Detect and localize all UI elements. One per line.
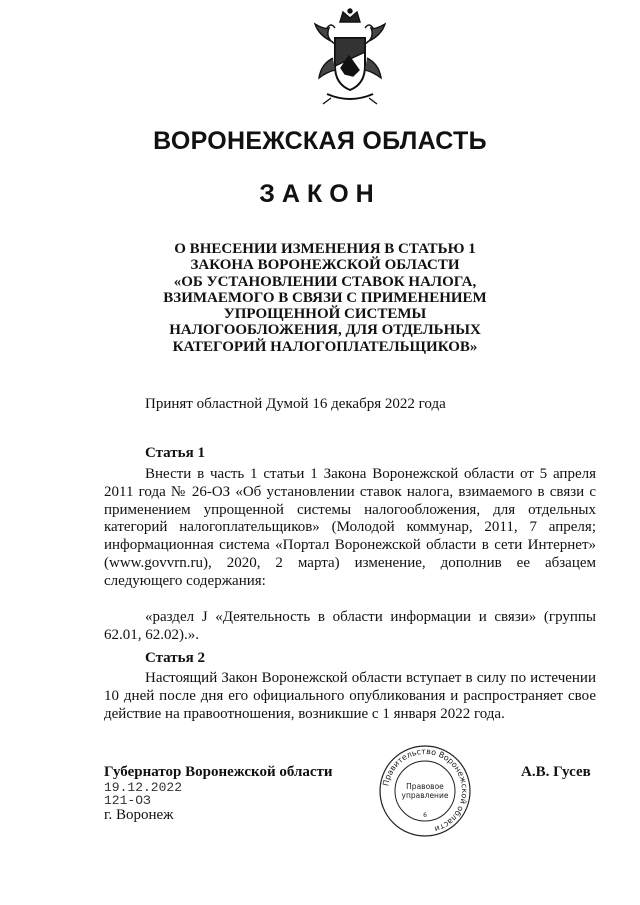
signatory-position: Губернатор Воронежской области: [104, 764, 333, 780]
article-1-quote: «раздел J «Деятельность в области информации и связи» (группы 62.01, 62.02).».: [104, 609, 596, 643]
article-2-text: Настоящий Закон Воронежской области вступает в силу по истечении 10 дней после дня его официального опубликования и распространяет свое действие на правоотношения, возникшие с 1 января 2022 года.: [104, 670, 596, 722]
signatory-name: А.В. Гусев: [521, 764, 591, 780]
stamp-bottom-mark: 6: [423, 812, 427, 819]
title-line: «ОБ УСТАНОВЛЕНИИ СТАВОК НАЛОГА,: [173, 273, 477, 290]
title-line: УПРОЩЕННОЙ СИСТЕМЫ: [223, 306, 427, 323]
signature-city: г. Воронеж: [104, 807, 174, 823]
official-stamp: [378, 744, 472, 838]
title-line: ВЗИМАЕМОГО В СВЯЗИ С ПРИМЕНЕНИЕМ: [163, 289, 487, 306]
title-line: КАТЕГОРИЙ НАЛОГОПЛАТЕЛЬЩИКОВ»: [172, 338, 478, 355]
article-1-text: Внести в часть 1 статьи 1 Закона Воронежской области от 5 апреля 2011 года № 26-ОЗ «Об установлении ставок налога, взимаемого в связи с применением упрощенной системы налогообложения, для отдельных категорий налогоплательщиков» (Молодой коммунар, 2011, 7 апреля; информационная система «Портал Воронежской области в сети Интернет» (www.govvrn.ru), 2020, 2 марта) изменение, дополнив ее абзацем следующего содержания:: [104, 466, 596, 589]
law-title: [120, 241, 530, 355]
region-heading: ВОРОНЕЖСКАЯ ОБЛАСТЬ: [153, 127, 487, 155]
document-type: ЗАКОН: [259, 180, 381, 208]
title-line: О ВНЕСЕНИИ ИЗМЕНЕНИЯ В СТАТЬЮ 1: [174, 241, 476, 257]
stamp-ring-text: Правительство Воронежской области: [381, 746, 470, 834]
title-line: ЗАКОНА ВОРОНЕЖСКОЙ ОБЛАСТИ: [190, 257, 460, 274]
coat-of-arms-icon: [305, 8, 395, 108]
stamp-center-line2: управление: [401, 791, 449, 800]
title-line: НАЛОГООБЛОЖЕНИЯ, ДЛЯ ОТДЕЛЬНЫХ: [169, 322, 481, 339]
adoption-note: Принят областной Думой 16 декабря 2022 года: [145, 396, 446, 412]
signature-date: 19.12.2022: [104, 780, 183, 795]
stamp-center-line1: Правовое: [406, 782, 444, 791]
article-2-heading: Статья 2: [145, 650, 205, 666]
article-1-heading: Статья 1: [145, 445, 205, 461]
law-number: 121-ОЗ: [104, 793, 151, 808]
